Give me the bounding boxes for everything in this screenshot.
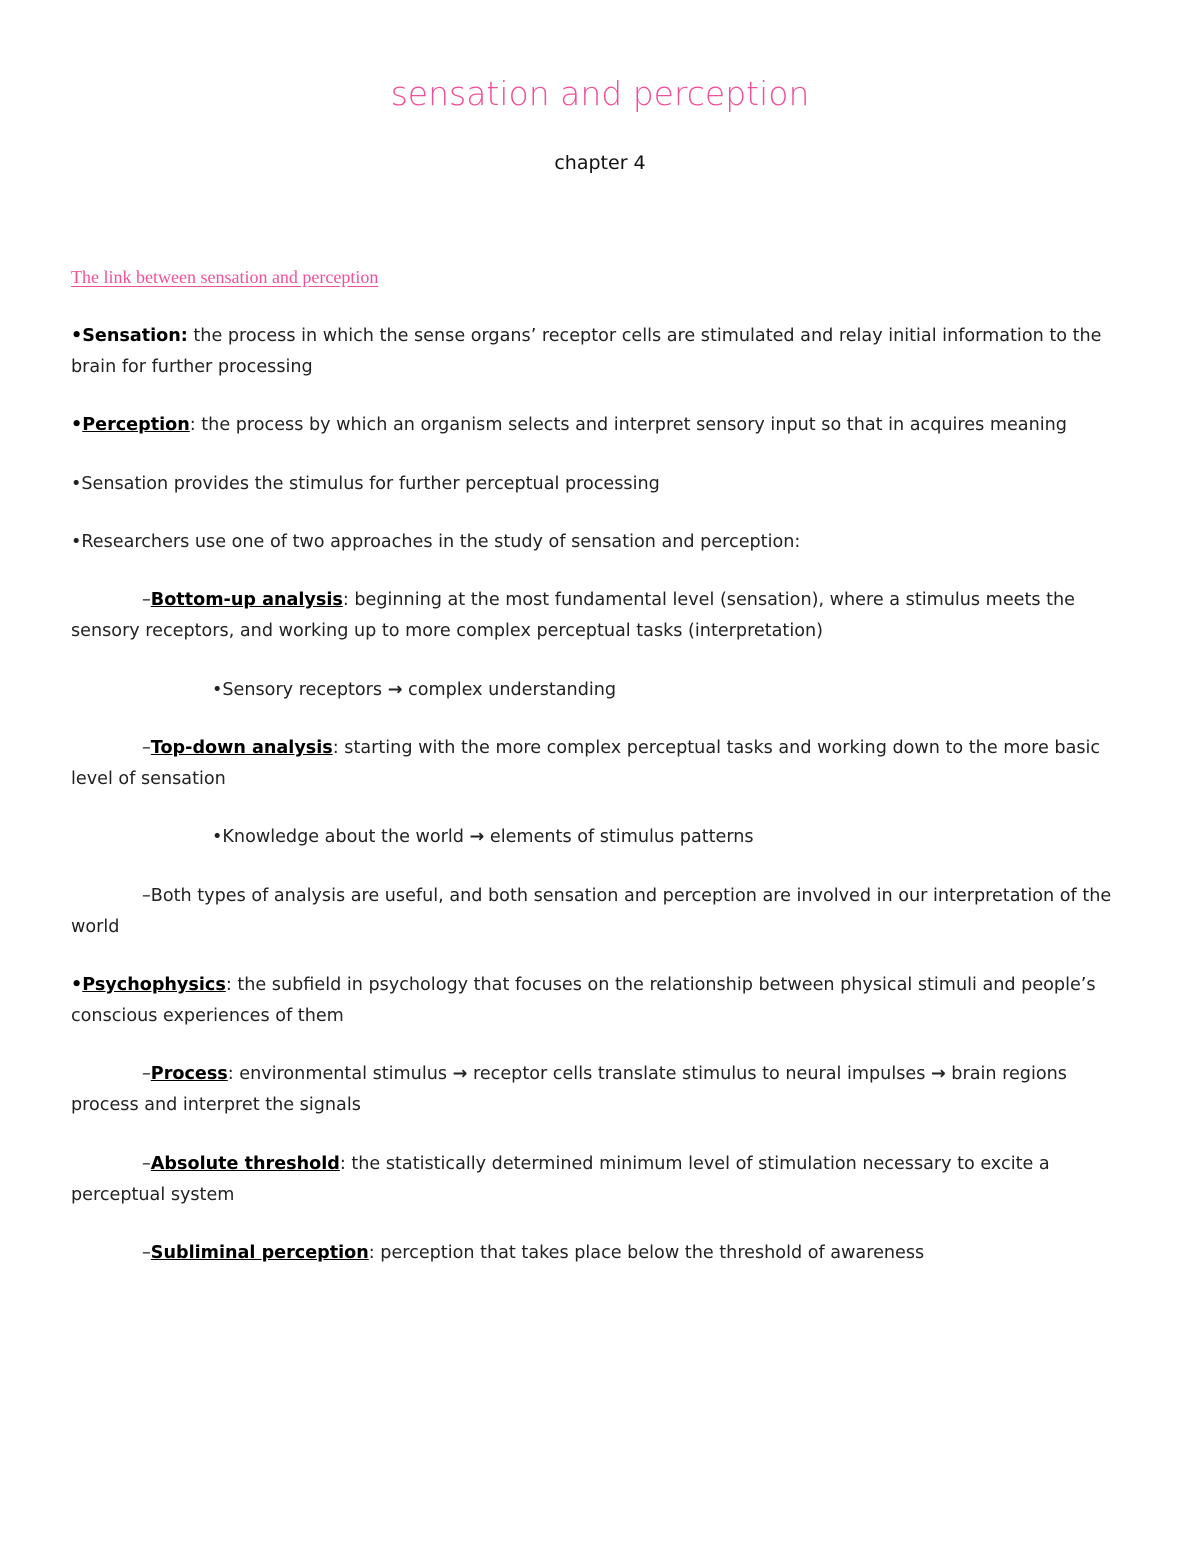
term-perception: Perception xyxy=(82,415,190,435)
paragraph-sensory-receptors xyxy=(71,675,1131,706)
definition-text: : beginning at the most fundamental level (sensation), where a stimulus meets the sensory receptors, and working up to more complex perceptual tasks (interpretation) xyxy=(71,590,1076,641)
definition-text: : starting with the more complex perceptual tasks and working down to the more basic level of sensation xyxy=(71,738,1101,789)
right-text: elements of stimulus patterns xyxy=(484,827,754,847)
arrow-icon: → xyxy=(469,827,485,847)
bullet: • xyxy=(71,326,83,346)
definition-text: the process in which the sense organs’ receptor cells are stimulated and relay initial information to the brain for further processing xyxy=(71,326,1102,377)
document-title: sensation and perception xyxy=(390,74,810,113)
bullet: • xyxy=(71,975,83,995)
arrow-icon: → xyxy=(930,1064,946,1084)
term-top-down: Top-down analysis xyxy=(150,738,333,758)
arrow-icon: → xyxy=(387,680,403,700)
arrow-icon: → xyxy=(452,1064,468,1084)
term-psychophysics: Psychophysics xyxy=(82,975,226,995)
term-absolute-threshold: Absolute threshold xyxy=(150,1154,340,1174)
paragraph-both-types: –Both types of analysis are useful, and both sensation and perception are involved in our interpretation of the world xyxy=(71,886,1112,937)
section-heading: The link between sensation and perception xyxy=(71,267,379,287)
dash: – xyxy=(142,738,151,758)
term-sensation: Sensation: xyxy=(82,326,188,346)
definition-text: : the process by which an organism selects and interpret sensory input so that in acquires meaning xyxy=(189,415,1067,435)
paragraph-absolute-threshold xyxy=(71,1149,1131,1211)
definition-text: : environmental stimulus xyxy=(227,1064,453,1084)
paragraph-perception xyxy=(71,410,1131,441)
term-bottom-up: Bottom-up analysis xyxy=(150,590,343,610)
paragraph-psychophysics xyxy=(71,970,1131,1032)
bullet: • xyxy=(71,415,83,435)
term-process: Process xyxy=(150,1064,228,1084)
dash: – xyxy=(142,590,151,610)
dash: – xyxy=(142,1154,151,1174)
paragraph-process xyxy=(71,1059,1131,1121)
definition-text: brain regions process and interpret the signals xyxy=(71,1064,1067,1115)
right-text: complex understanding xyxy=(402,680,617,700)
chapter-label: chapter 4 xyxy=(554,152,646,174)
paragraph-subliminal xyxy=(71,1238,1131,1269)
definition-text: receptor cells translate stimulus to neural impulses xyxy=(467,1064,931,1084)
definition-text: : perception that takes place below the threshold of awareness xyxy=(368,1243,925,1263)
paragraph-bottom-up xyxy=(71,585,1131,647)
term-subliminal-perception: Subliminal perception xyxy=(150,1243,369,1263)
paragraph-stimulus: •Sensation provides the stimulus for further perceptual processing xyxy=(71,474,660,494)
left-text: •Sensory receptors xyxy=(212,680,388,700)
left-text: •Knowledge about the world xyxy=(212,827,470,847)
paragraph-knowledge xyxy=(71,822,1131,853)
dash: – xyxy=(142,1243,151,1263)
paragraph-top-down xyxy=(71,733,1131,795)
paragraph-sensation xyxy=(71,321,1131,383)
dash: – xyxy=(142,1064,151,1084)
definition-text: : the subfield in psychology that focuses on the relationship between physical stimuli and people’s conscious experiences of them xyxy=(71,975,1096,1026)
paragraph-approaches: •Researchers use one of two approaches in the study of sensation and perception: xyxy=(71,532,801,552)
definition-text: : the statistically determined minimum level of stimulation necessary to excite a perceptual system xyxy=(71,1154,1050,1205)
